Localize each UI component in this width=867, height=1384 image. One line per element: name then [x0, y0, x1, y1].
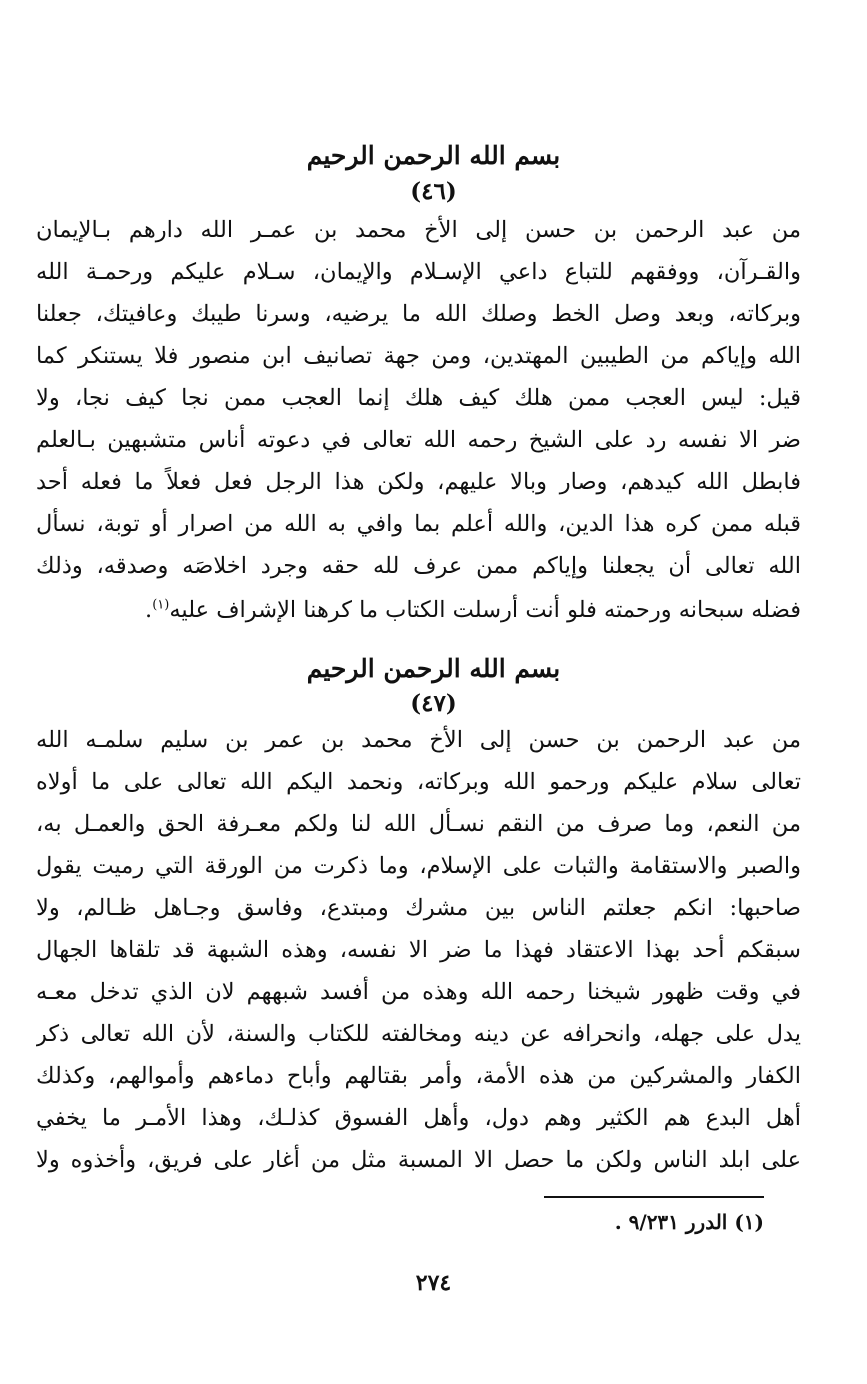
letter-number-47: (٤٧)	[410, 690, 457, 717]
text-line: تعالى سلام عليكم ورحمو الله وبركاته، ونحمد اليكم الله تعالى على ما أولاه	[36, 769, 801, 795]
text-line: الله وإياكم من الطيبين المهتدين، ومن جهة تصانيف ابن منصور فلا يستنكر كما	[36, 343, 801, 369]
letter-number-46: (٤٦)	[410, 178, 457, 205]
footnote-marker: (١)	[152, 597, 170, 613]
page-number: ٢٧٤	[415, 1270, 452, 1296]
text-line: الله تعالى أن يجعلنا وإياكم ممن عرف لله حقه وجرد اخلاصَه وصدقه، وذلك	[36, 553, 801, 579]
text-line: الكفار والمشركين من هذه الأمة، وأمر بقتالهم وأباح دماءهم وأموالهم، وكذلك	[36, 1063, 801, 1089]
text-line: في وقت ظهور شيخنا رحمه الله وهذه من أفسد شبههم لان الذي تدخل معـه	[36, 979, 801, 1005]
text-line: من عبد الرحمن بن حسن إلى الأخ محمد بن عمـر الله دارهم بـالإيمان	[36, 217, 801, 243]
text-line: وبركاته، وبعد وصل الخط وصلك الله ما يرضيه، وسرنا طيبك وعافيتك، جعلنا	[36, 301, 801, 327]
text-line: ضر الا نفسه رد على الشيخ رحمه الله تعالى في دعوته أناس متشبهين بـالعلم	[36, 427, 801, 453]
last-line-end: .	[145, 597, 153, 623]
last-line-text: فضله سبحانه ورحمته فلو أنت أرسلت الكتاب ما كرهنا الإشراف عليه	[169, 597, 801, 623]
footnote: (١) الدرر ٩/٢٣١ .	[614, 1210, 764, 1234]
text-line: صاحبها: انكم جعلتم الناس بين مشرك ومبتدع، وفاسق وجـاهل ظـالم، ولا	[36, 895, 801, 921]
basmala-heading-46: بسم الله الرحمن الرحيم	[306, 141, 561, 170]
text-line: قبله ممن كره هذا الدين، والله أعلم بما وافي به الله من اصرار أو توبة، نسأل	[36, 511, 801, 537]
text-line-last	[36, 594, 801, 626]
text-line: والقـرآن، ووفقهم للتباع داعي الإسـلام والإيمان، سـلام عليكم ورحمـة الله	[36, 259, 801, 285]
text-line: يدل على جهله، وانحرافه عن دينه ومخالفته للكتاب والسنة، لأن الله تعالى ذكر	[36, 1021, 801, 1047]
text-line: قيل: ليس العجب ممن هلك كيف هلك إنما العجب ممن نجا كيف نجا، ولا	[36, 385, 801, 411]
text-line: على ابلد الناس ولكن ما حصل الا المسبة مثل من أغار على فريق، وأخذوه ولا	[36, 1147, 801, 1173]
text-line: أهل البدع هم الكثير وهم دول، وأهل الفسوق كذلـك، وهذا الأمـر ما يخفي	[36, 1105, 801, 1131]
text-line: والصبر والاستقامة والثبات على الإسلام، وما ذكرت من الورقة التي رميت يقول	[36, 853, 801, 879]
text-line: فابطل الله كيدهم، وصار وبالا عليهم، ولكن هذا الرجل فعل فعلاً ما فعله أحد	[36, 469, 801, 495]
text-line: من عبد الرحمن بن حسن إلى الأخ محمد بن عمر بن سليم سلمـه الله	[36, 727, 801, 753]
text-line: من النعم، وما صرف من النقم نسـأل الله لنا ولكم معـرفة الحق والعمـل به،	[36, 811, 801, 837]
text-line: سبقكم أحد بهذا الاعتقاد فهذا ما ضر الا نفسه، وهذه الشبهة قد تلقاها الجهال	[36, 937, 801, 963]
footnote-divider	[544, 1196, 764, 1198]
basmala-heading-47: بسم الله الرحمن الرحيم	[306, 654, 561, 683]
